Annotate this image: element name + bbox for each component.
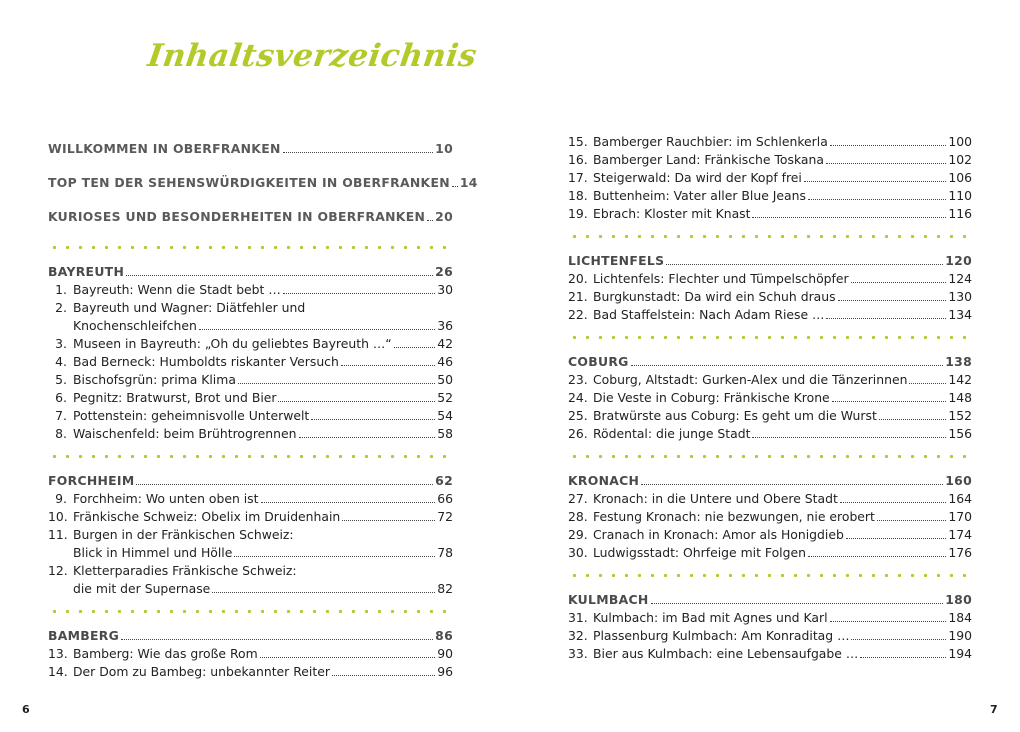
entry-page: 14 (459, 175, 478, 190)
toc-entry[interactable] (48, 425, 453, 443)
toc-entry[interactable] (48, 508, 453, 526)
region-page: 180 (945, 592, 972, 607)
entry-title-continued: Knochenschleifchen (73, 318, 197, 333)
entry-title: Pottenstein: geheimnisvolle Unterwelt (73, 408, 310, 423)
toc-main-entry[interactable] (48, 132, 453, 166)
entry-page: 52 (437, 390, 453, 405)
entry-number: 18. (568, 188, 588, 203)
entry-title: Bamberg: Wie das große Rom (73, 646, 258, 661)
entry-page: 36 (437, 318, 453, 333)
entry-title: Rödental: die junge Stadt (593, 426, 751, 441)
region-heading-kronach[interactable] (568, 472, 972, 490)
toc-entry[interactable] (568, 490, 972, 508)
entry-page: 58 (437, 426, 453, 441)
entry-page: 142 (948, 372, 972, 387)
entry-number: 13. (48, 646, 68, 661)
toc-right-column (568, 133, 972, 663)
entry-page: 46 (437, 354, 453, 369)
entry-title: Kronach: in die Untere und Obere Stadt (593, 491, 838, 506)
dotted-separator (48, 246, 453, 249)
entry-title: Bad Staffelstein: Nach Adam Riese … (593, 307, 825, 322)
region-page: 62 (435, 473, 453, 488)
entry-page: 176 (948, 545, 972, 560)
toc-entry[interactable] (568, 425, 972, 443)
toc-entry[interactable] (568, 389, 972, 407)
region-page: 160 (945, 473, 972, 488)
toc-entry[interactable] (568, 306, 972, 324)
entry-number: 1. (55, 282, 67, 297)
entry-title-continued: die mit der Supernase (73, 581, 211, 596)
entry-number: 32. (568, 628, 588, 643)
entry-page: 116 (948, 206, 972, 221)
toc-entry-continued[interactable] (48, 544, 453, 562)
entry-page: 134 (948, 307, 972, 322)
entry-title: Ebrach: Kloster mit Knast (593, 206, 751, 221)
toc-entry[interactable] (48, 562, 453, 580)
entry-title: WILLKOMMEN IN OBERFRANKEN (48, 141, 281, 156)
region-title: BAYREUTH (48, 264, 125, 279)
entry-page: 66 (437, 491, 453, 506)
region-heading-bamberg[interactable] (48, 627, 453, 645)
entry-title: Waischenfeld: beim Brühtrogrennen (73, 426, 297, 441)
entry-title: KURIOSES UND BESONDERHEITEN IN OBERFRANKEN (48, 209, 426, 224)
entry-title: Bad Berneck: Humboldts riskanter Versuch (73, 354, 339, 369)
dotted-separator (568, 336, 972, 339)
entry-number: 28. (568, 509, 588, 524)
entry-number: 6. (55, 390, 67, 405)
region-heading-lichtenfels[interactable] (568, 252, 972, 270)
region-heading-forchheim[interactable] (48, 472, 453, 490)
toc-entry[interactable] (48, 299, 453, 317)
region-title: COBURG (568, 354, 629, 369)
toc-entry[interactable] (48, 389, 453, 407)
entry-page: 20 (435, 209, 453, 224)
entry-number: 26. (568, 426, 588, 441)
region-page: 138 (945, 354, 972, 369)
toc-entry[interactable] (568, 544, 972, 562)
entry-page: 42 (437, 336, 453, 351)
entry-title: Die Veste in Coburg: Fränkische Krone (593, 390, 830, 405)
entry-title: Bayreuth: Wenn die Stadt bebt … (73, 282, 281, 297)
toc-entry[interactable] (568, 645, 972, 663)
entry-page: 110 (948, 188, 972, 203)
entry-title: TOP TEN DER SEHENSWÜRDIGKEITEN IN OBERFRANKEN (48, 175, 450, 190)
entry-page: 174 (948, 527, 972, 542)
entry-page: 164 (948, 491, 972, 506)
toc-entry[interactable] (48, 353, 453, 371)
entry-title: Lichtenfels: Flechter und Tümpelschöpfer (593, 271, 849, 286)
entry-number: 22. (568, 307, 588, 322)
entry-title: Festung Kronach: nie bezwungen, nie erobert (593, 509, 875, 524)
entry-page: 10 (435, 141, 453, 156)
dotted-separator (48, 610, 453, 613)
toc-entry-continued[interactable] (48, 580, 453, 598)
toc-entry[interactable] (568, 526, 972, 544)
entry-title: Forchheim: Wo unten oben ist (73, 491, 259, 506)
entry-number: 24. (568, 390, 588, 405)
entry-number: 31. (568, 610, 588, 625)
entry-number: 5. (55, 372, 67, 387)
region-page: 26 (435, 264, 453, 279)
entry-title: Buttenheim: Vater aller Blue Jeans (593, 188, 806, 203)
toc-entry[interactable] (48, 490, 453, 508)
entry-page: 50 (437, 372, 453, 387)
entry-number: 33. (568, 646, 588, 661)
page-number-right: 7 (990, 703, 998, 716)
toc-entry[interactable] (568, 407, 972, 425)
toc-entry[interactable] (568, 508, 972, 526)
entry-page: 170 (948, 509, 972, 524)
toc-entry[interactable] (568, 609, 972, 627)
entry-number: 8. (55, 426, 67, 441)
entry-title: Plassenburg Kulmbach: Am Konraditag … (593, 628, 850, 643)
entry-number: 21. (568, 289, 588, 304)
entry-title: Coburg, Altstadt: Gurken-Alex und die Tänzerinnen (593, 372, 908, 387)
entry-page: 194 (948, 646, 972, 661)
toc-entry[interactable] (48, 407, 453, 425)
entry-number: 19. (568, 206, 588, 221)
entry-page: 190 (948, 628, 972, 643)
entry-title: Pegnitz: Bratwurst, Brot und Bier (73, 390, 277, 405)
entry-number: 23. (568, 372, 588, 387)
entry-number: 3. (55, 336, 67, 351)
entry-page: 184 (948, 610, 972, 625)
entry-page: 54 (437, 408, 453, 423)
entry-title: Steigerwald: Da wird der Kopf frei (593, 170, 802, 185)
toc-main-entry[interactable] (48, 166, 478, 200)
entry-number: 14. (48, 664, 68, 679)
entry-title: Kulmbach: im Bad mit Agnes und Karl (593, 610, 828, 625)
entry-number: 4. (55, 354, 67, 369)
toc-entry[interactable] (568, 205, 972, 223)
toc-entry[interactable] (48, 663, 453, 681)
entry-title: Bier aus Kulmbach: eine Lebensaufgabe … (593, 646, 859, 661)
entry-page: 90 (437, 646, 453, 661)
toc-entry[interactable] (568, 627, 972, 645)
entry-page: 102 (948, 152, 972, 167)
toc-entry[interactable] (48, 281, 453, 299)
region-title: KRONACH (568, 473, 640, 488)
toc-entry[interactable] (48, 335, 453, 353)
entry-number: 12. (48, 563, 68, 578)
region-title: KULMBACH (568, 592, 649, 607)
page-number-left: 6 (22, 703, 30, 716)
toc-entry[interactable] (48, 645, 453, 663)
entry-page: 100 (948, 134, 972, 149)
entry-title: Bratwürste aus Coburg: Es geht um die Wurst (593, 408, 877, 423)
region-page: 86 (435, 628, 453, 643)
dotted-separator (568, 574, 972, 577)
toc-entry[interactable] (568, 288, 972, 306)
entry-title: Bischofsgrün: prima Klima (73, 372, 236, 387)
entry-number: 11. (48, 527, 68, 542)
entry-number: 15. (568, 134, 588, 149)
entry-page: 96 (437, 664, 453, 679)
entry-title: Museen in Bayreuth: „Oh du geliebtes Bayreuth …“ (73, 336, 392, 351)
entry-title: Bamberger Land: Fränkische Toskana (593, 152, 824, 167)
entry-page: 72 (437, 509, 453, 524)
entry-number: 7. (55, 408, 67, 423)
dotted-separator (568, 235, 972, 238)
entry-page: 148 (948, 390, 972, 405)
region-page: 120 (945, 253, 972, 268)
region-heading-bayreuth[interactable] (48, 263, 453, 281)
entry-page: 130 (948, 289, 972, 304)
toc-entry[interactable] (48, 526, 453, 544)
region-heading-kulmbach[interactable] (568, 591, 972, 609)
toc-title: Inhaltsverzeichnis (145, 38, 480, 74)
entry-title: Fränkische Schweiz: Obelix im Druidenhain (73, 509, 341, 524)
entry-title: Kletterparadies Fränkische Schweiz: (73, 563, 297, 578)
region-title: BAMBERG (48, 628, 120, 643)
dotted-separator (568, 455, 972, 458)
entry-page: 124 (948, 271, 972, 286)
dotted-separator (48, 455, 453, 458)
entry-title: Ludwigsstadt: Ohrfeige mit Folgen (593, 545, 806, 560)
entry-number: 9. (55, 491, 67, 506)
entry-number: 27. (568, 491, 588, 506)
region-title: LICHTENFELS (568, 253, 665, 268)
entry-number: 10. (48, 509, 68, 524)
toc-main-entry[interactable] (48, 200, 453, 234)
entry-page: 82 (437, 581, 453, 596)
entry-title: Bayreuth und Wagner: Diätfehler und (73, 300, 306, 315)
entry-page: 156 (948, 426, 972, 441)
entry-title: Der Dom zu Bambeg: unbekannter Reiter (73, 664, 330, 679)
entry-number: 2. (55, 300, 67, 315)
entry-number: 29. (568, 527, 588, 542)
entry-number: 16. (568, 152, 588, 167)
entry-page: 78 (437, 545, 453, 560)
entry-title: Bamberger Rauchbier: im Schlenkerla (593, 134, 828, 149)
entry-number: 20. (568, 271, 588, 286)
entry-number: 17. (568, 170, 588, 185)
region-title: FORCHHEIM (48, 473, 135, 488)
toc-entry[interactable] (568, 151, 972, 169)
toc-entry[interactable] (48, 371, 453, 389)
toc-entry[interactable] (568, 169, 972, 187)
entry-page: 152 (948, 408, 972, 423)
toc-entry[interactable] (568, 270, 972, 288)
entry-title: Cranach in Kronach: Amor als Honigdieb (593, 527, 844, 542)
entry-number: 30. (568, 545, 588, 560)
toc-entry[interactable] (568, 133, 972, 151)
entry-title: Burgen in der Fränkischen Schweiz: (73, 527, 294, 542)
entry-number: 25. (568, 408, 588, 423)
entry-page: 106 (948, 170, 972, 185)
toc-entry[interactable] (568, 187, 972, 205)
region-heading-coburg[interactable] (568, 353, 972, 371)
toc-entry-continued[interactable] (48, 317, 453, 335)
entry-title: Burgkunstadt: Da wird ein Schuh draus (593, 289, 836, 304)
toc-left-column (48, 132, 478, 681)
toc-entry[interactable] (568, 371, 972, 389)
entry-page: 30 (437, 282, 453, 297)
entry-title-continued: Blick in Himmel und Hölle (73, 545, 233, 560)
